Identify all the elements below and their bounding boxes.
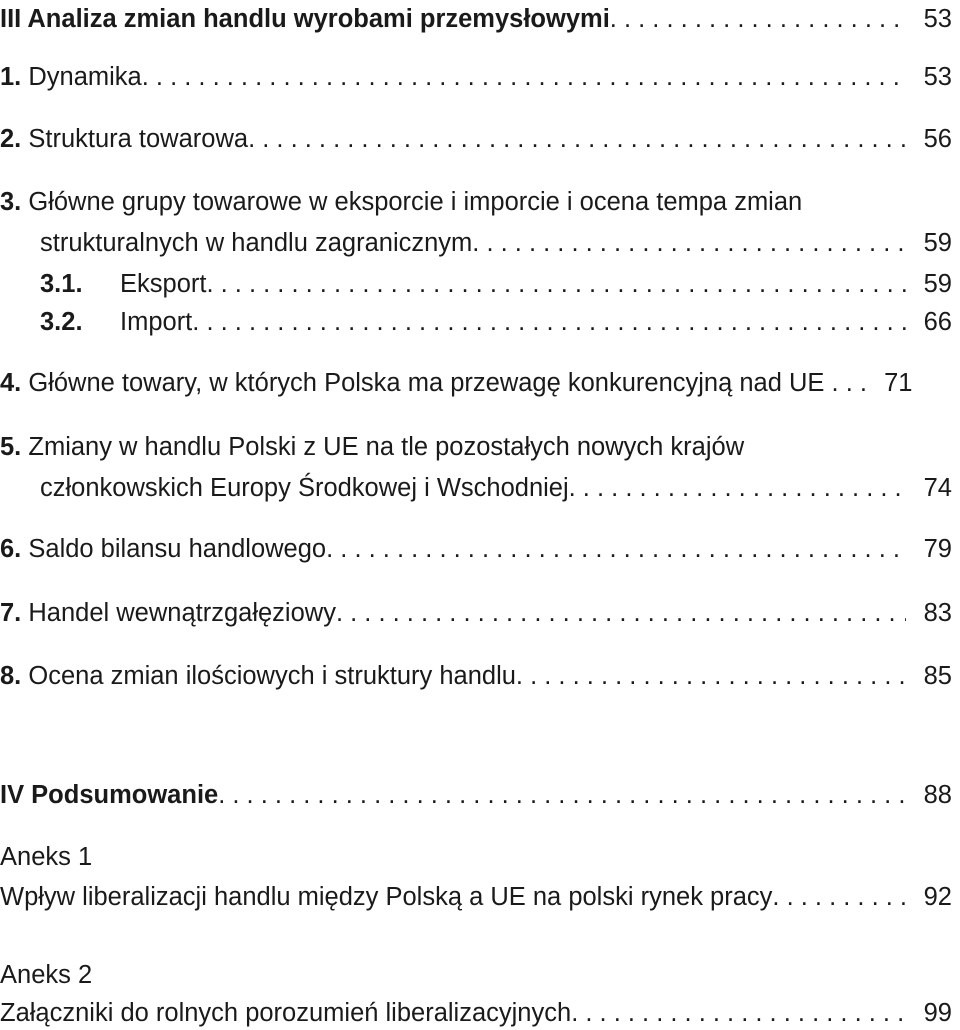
entry-number: 3.2. xyxy=(40,308,83,336)
entry-number: 2. xyxy=(0,125,22,153)
page-number: 92 xyxy=(923,883,952,911)
toc-annex-2[interactable] xyxy=(0,996,952,1030)
entry-title: Ocena zmian ilościowych i struktury handlu xyxy=(28,662,516,690)
entry-title: Główne grupy towarowe w eksporcie i imporcie i ocena tempa zmian xyxy=(28,188,803,216)
dot-leader xyxy=(472,226,906,260)
page-number: 88 xyxy=(923,781,952,809)
toc-entry-5-line1[interactable] xyxy=(0,430,952,464)
page-number: 74 xyxy=(923,474,952,502)
dot-leader xyxy=(336,596,906,630)
dot-leader xyxy=(192,305,906,339)
entry-number: 3.1. xyxy=(40,270,83,298)
toc-chapter-iv[interactable] xyxy=(0,778,952,812)
entry-title: Główne towary, w których Polska ma przewagę konkurencyjną nad UE xyxy=(28,369,825,397)
page-number: 99 xyxy=(923,999,952,1027)
page-number: 71 xyxy=(884,369,913,397)
page-number: 56 xyxy=(923,125,952,153)
entry-number: 6. xyxy=(0,535,22,563)
toc-entry-1[interactable] xyxy=(0,60,952,94)
toc-entry-3-2[interactable] xyxy=(40,305,952,339)
toc-entry-3-line1[interactable] xyxy=(0,185,952,219)
entry-number: 8. xyxy=(0,662,22,690)
page-number: 66 xyxy=(923,308,952,336)
page-number: 85 xyxy=(923,662,952,690)
entry-title: Dynamika xyxy=(28,63,142,91)
annex-title: Wpływ liberalizacji handlu między Polską a UE na polski rynek pracy xyxy=(0,883,773,911)
chapter-title: III Analiza zmian handlu wyrobami przemysłowymi xyxy=(0,5,610,33)
toc-entry-6[interactable] xyxy=(0,532,952,566)
annex-2-heading: Aneks 2 xyxy=(0,961,93,989)
entry-number: 5. xyxy=(0,433,22,461)
entry-title-continued: członkowskich Europy Środkowej i Wschodniej xyxy=(40,474,569,502)
entry-title: Struktura towarowa xyxy=(28,125,249,153)
entry-number: 1. xyxy=(0,63,22,91)
dot-leader xyxy=(206,267,906,301)
page-number: 53 xyxy=(923,63,952,91)
annex-1-heading: Aneks 1 xyxy=(0,843,93,871)
dot-leader xyxy=(516,659,906,693)
toc-entry-4[interactable] xyxy=(0,366,952,400)
dot-leader xyxy=(142,60,906,94)
toc-entry-7[interactable] xyxy=(0,596,952,630)
toc-entry-8[interactable] xyxy=(0,659,952,693)
dot-leader xyxy=(326,532,906,566)
entry-number: 3. xyxy=(0,188,22,216)
dot-leader xyxy=(571,996,906,1030)
toc-entry-2[interactable] xyxy=(0,122,952,156)
page-number: 79 xyxy=(923,535,952,563)
page-number: 59 xyxy=(923,270,952,298)
dot-leader xyxy=(248,122,906,156)
dot-leader-short: . . . xyxy=(831,369,867,397)
entry-title: Handel wewnątrzgałęziowy xyxy=(28,599,336,627)
toc-entry-3-1[interactable] xyxy=(40,267,952,301)
dot-leader xyxy=(218,778,906,812)
entry-title: Eksport xyxy=(120,270,207,298)
dot-leader xyxy=(772,880,906,914)
entry-title: Zmiany w handlu Polski z UE na tle pozostałych nowych krajów xyxy=(28,433,745,461)
toc-chapter-iii[interactable] xyxy=(0,2,952,36)
page-number: 53 xyxy=(923,5,952,33)
entry-title: Import xyxy=(120,308,193,336)
chapter-title: IV Podsumowanie xyxy=(0,781,219,809)
toc-annex-1[interactable] xyxy=(0,880,952,914)
entry-title: Saldo bilansu handlowego xyxy=(28,535,327,563)
entry-number: 7. xyxy=(0,599,22,627)
entry-title-continued: strukturalnych w handlu zagranicznym xyxy=(40,229,473,257)
toc-entry-3-line2[interactable] xyxy=(40,226,952,260)
dot-leader xyxy=(569,471,906,505)
toc-entry-5-line2[interactable] xyxy=(40,471,952,505)
dot-leader xyxy=(610,2,906,36)
annex-title: Załączniki do rolnych porozumień liberalizacyjnych xyxy=(0,999,572,1027)
page-number: 59 xyxy=(923,229,952,257)
entry-number: 4. xyxy=(0,369,22,397)
page-number: 83 xyxy=(923,599,952,627)
